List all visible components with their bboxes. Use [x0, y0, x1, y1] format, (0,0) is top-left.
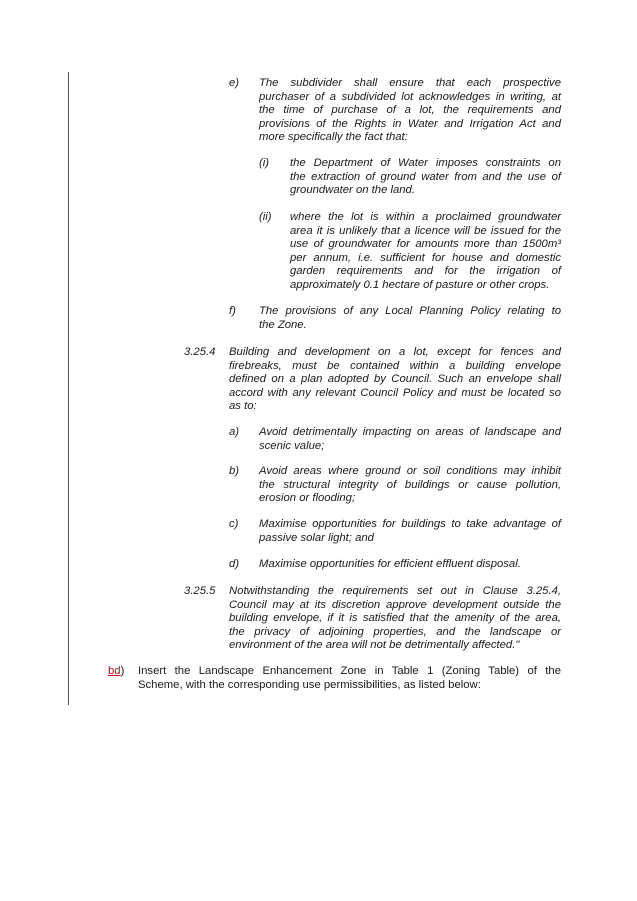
- amendment-bd-text: [138, 665, 561, 692]
- subitem-ii-line: per annum, i.e. sufficient for house and domestic: [290, 251, 561, 264]
- subitem-a-line: Avoid detrimentally impacting on areas of landscape and: [259, 426, 561, 438]
- subitem-a-label: a): [229, 426, 240, 438]
- item-f-text: [259, 305, 561, 332]
- subitem-ii-line: garden requirements and for the irrigation of: [290, 265, 561, 278]
- subitem-b-line: Avoid areas where ground or soil conditions may inhibit: [259, 465, 561, 477]
- subitem-d-line: Maximise opportunities for efficient effluent disposal.: [259, 558, 521, 570]
- clause-3-25-4-line: Building and development on a lot, except for fences and: [229, 346, 561, 358]
- subitem-c-line: Maximise opportunities for buildings to take advantage of: [259, 518, 561, 530]
- clause-3-25-5-line: Notwithstanding the requirements set out in Clause 3.25.4,: [229, 585, 561, 597]
- subitem-i-line: the Department of Water imposes constraints on: [290, 157, 561, 169]
- amendment-bd-line: Insert the Landscape Enhancement Zone in Table 1 (Zoning Table) of the: [138, 665, 561, 677]
- clause-3-25-5-line: Council may at its discretion approve development outside the: [229, 598, 561, 611]
- clause-3-25-4-text: [229, 346, 561, 414]
- item-e-line: the time of purchase of a lot, the requirements and: [259, 104, 561, 117]
- item-e-line: purchaser of a subdivided lot acknowledges in writing, at: [259, 90, 561, 103]
- amendment-bd-line: Scheme, with the corresponding use permissibilities, as listed below:: [138, 678, 481, 691]
- item-e-line: provisions of the Rights in Water and Irrigation Act and: [259, 117, 561, 130]
- clause-3-25-4-line: defined on a plan adopted by Council. Such an envelope shall: [229, 373, 561, 386]
- subitem-d-text: [259, 558, 561, 572]
- subitem-b-line: the structural integrity of buildings or cause pollution,: [259, 478, 561, 491]
- item-f-label: f): [229, 305, 236, 317]
- amendment-bd-label-tracked: bd: [108, 665, 121, 677]
- clause-3-25-4-number: 3.25.4: [184, 346, 216, 358]
- subitem-ii-line: use of groundwater for amounts more than 1500m³: [290, 238, 561, 251]
- subitem-i-line: the extraction of ground water from and the use of: [290, 170, 561, 183]
- subitem-ii-label: (ii): [259, 211, 272, 223]
- clause-3-25-4-line: firebreaks, must be contained within a building envelope: [229, 359, 561, 372]
- revision-margin-bar: [68, 72, 69, 705]
- subitem-b-label: b): [229, 465, 240, 477]
- item-f-line: The provisions of any Local Planning Policy relating to: [259, 305, 561, 317]
- clause-3-25-5-line: environment of the area will not be detrimentally affected.": [229, 639, 520, 652]
- subitem-a-line: scenic value;: [259, 439, 325, 452]
- subitem-i-line: groundwater on the land.: [290, 184, 415, 197]
- item-e-line: The subdivider shall ensure that each prospective: [259, 77, 561, 89]
- subitem-c-label: c): [229, 518, 239, 530]
- clause-3-25-5-number: 3.25.5: [184, 585, 216, 597]
- subitem-ii-line: area it is unlikely that a licence will be issued for the: [290, 224, 561, 237]
- clause-3-25-4-line: as to:: [229, 400, 257, 413]
- item-e-label: e): [229, 77, 240, 89]
- clause-3-25-5-line: the privacy of adjoining properties, and the landscape or: [229, 625, 561, 638]
- item-f-line: the Zone.: [259, 318, 307, 331]
- subitem-i-label: (i): [259, 157, 270, 169]
- subitem-b-line: erosion or flooding;: [259, 492, 356, 505]
- amendment-bd-label-paren: ): [120, 665, 125, 677]
- clause-3-25-5-text: [229, 585, 561, 653]
- subitem-ii-line: where the lot is within a proclaimed groundwater: [290, 211, 561, 223]
- subitem-c-text: [259, 518, 561, 545]
- subitem-a-text: [259, 426, 561, 453]
- subitem-d-label: d): [229, 558, 240, 570]
- clause-3-25-5-line: building envelope, if it is satisfied that the amenity of the area,: [229, 612, 561, 625]
- amendment-bd-label: [108, 665, 124, 679]
- item-e-line: more specifically the fact that:: [259, 131, 408, 144]
- item-e-text: [259, 77, 561, 145]
- subitem-ii-line: approximately 0.1 hectare of pasture or other crops.: [290, 278, 550, 291]
- subitem-i-text: [290, 157, 561, 198]
- subitem-c-line: passive solar light; and: [259, 531, 374, 544]
- subitem-ii-text: [290, 211, 561, 293]
- clause-3-25-4-line: accord with any relevant Council Policy and must be located so: [229, 386, 561, 399]
- subitem-b-text: [259, 465, 561, 506]
